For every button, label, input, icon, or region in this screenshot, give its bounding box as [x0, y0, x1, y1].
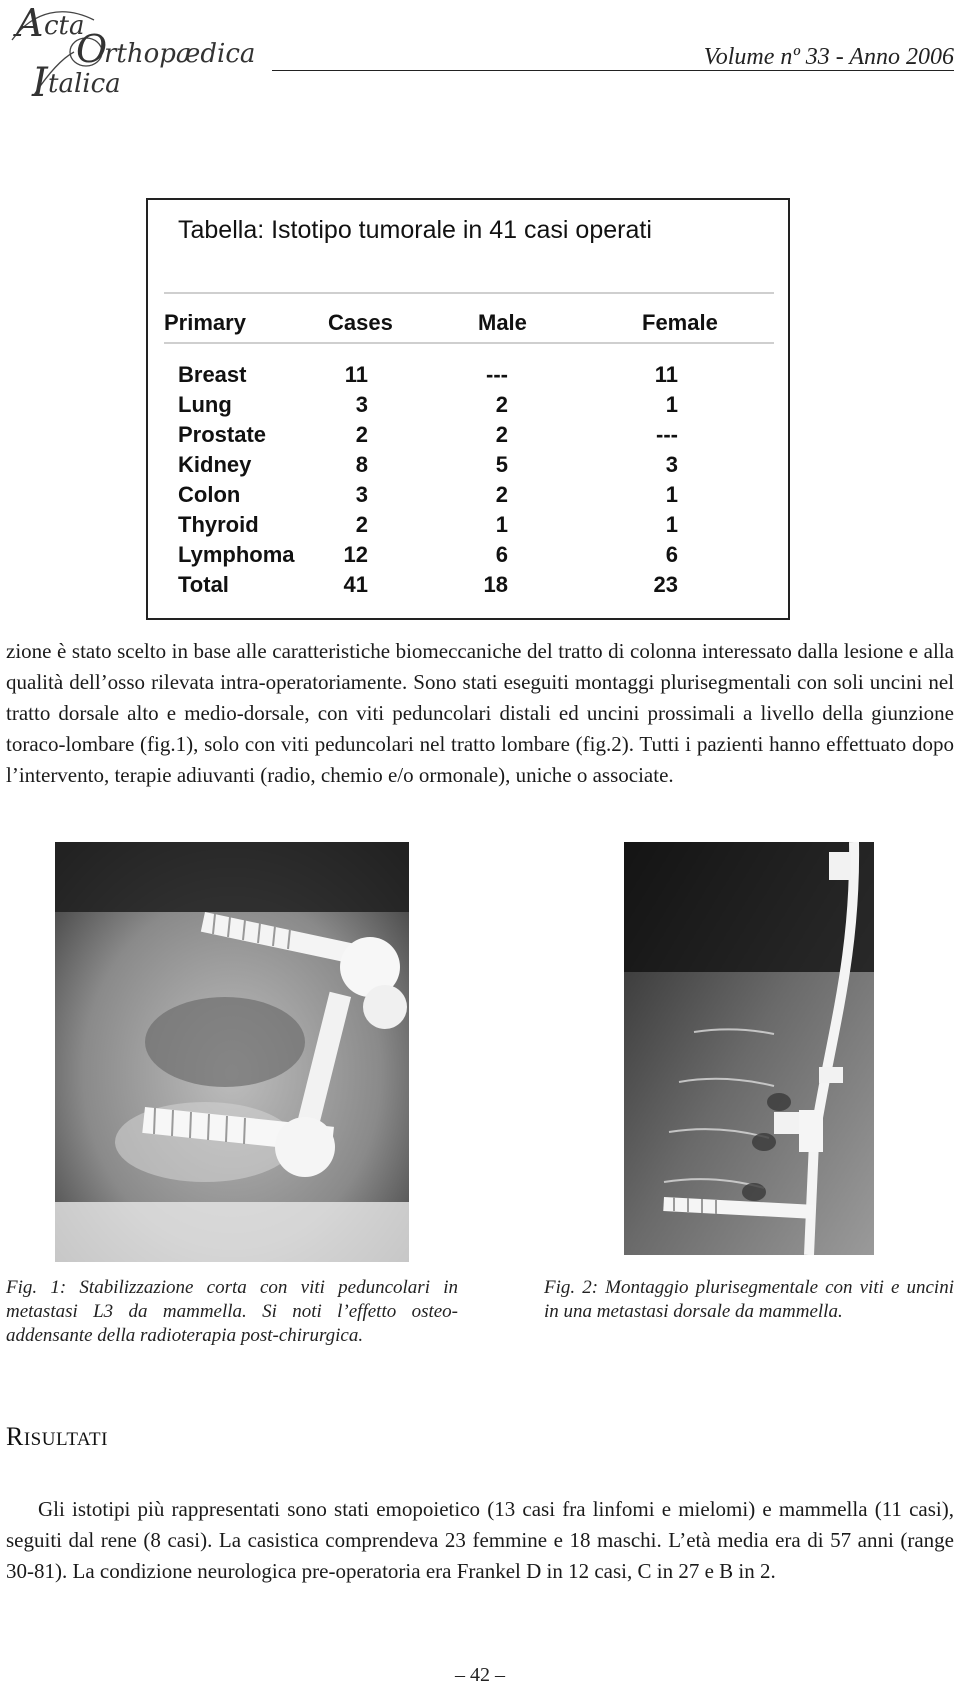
svg-text:I: I: [32, 60, 48, 105]
table-cell-value: 2: [495, 422, 508, 447]
figure-2-caption: Fig. 2: Montaggio plurisegmentale con viti e uncini in una metastasi dorsale da mammella.: [544, 1277, 954, 1322]
paragraph-text: zione è stato scelto in base alle caratteristiche biomeccaniche del tratto di colonna interessato dalla lesione e alla qualità dell’osso rilevata intra-operatoriamente. Sono stati eseguiti montaggi plurisegmentali con soli uncini nel tratto dorsale alto e medio-dorsale, con viti peduncolari distali ed uncini prossimali a livello della giunzione toraco-lombare (fig.1), solo con viti peduncolari nel tratto lombare (fig.2). Tutti i pazienti hanno effettuato dopo l’intervento, terapie adiuvanti (radio, chemio e/o ormonale), uniche o associate.: [6, 639, 954, 787]
table-cell-value: 1: [665, 392, 678, 417]
table-cell-value: 2: [355, 422, 368, 447]
table-cell-value: 5: [495, 452, 508, 477]
table-cell-value: 1: [665, 482, 678, 507]
table-cell-value: 8: [355, 452, 368, 477]
body-paragraph-2: [6, 1494, 954, 1587]
svg-text:O: O: [76, 27, 108, 71]
table-cell-primary: Breast: [178, 362, 247, 387]
table-cell-primary: Colon: [178, 482, 241, 507]
table-rule-header: [164, 342, 774, 344]
svg-text:talica: talica: [48, 69, 121, 99]
table-cell-value: 23: [653, 572, 678, 597]
page-number: – 42 –: [455, 1664, 505, 1686]
table-cell-primary: Lymphoma: [178, 542, 295, 567]
table-cell-value: 2: [355, 512, 368, 537]
results-heading-rest: ISULTATI: [23, 1429, 108, 1450]
figure-1-caption: Fig. 1: Stabilizzazione corta con viti peduncolari in metastasi L3 da mammella. Si noti l’effetto osteo-addensante della radioterapia post-chirurgica.: [6, 1277, 458, 1346]
table-cell-value: 6: [665, 542, 678, 567]
col-header-female: Female: [642, 310, 718, 335]
table-cell-value: 2: [495, 392, 508, 417]
col-header-primary: Primary: [164, 310, 246, 335]
table-cell-primary: Thyroid: [178, 512, 259, 537]
table-cell-value: 41: [343, 572, 368, 597]
figure-1-xray: [55, 842, 409, 1262]
col-header-male: Male: [478, 310, 527, 335]
journal-logo: [4, 0, 264, 105]
table-cell-value: ---: [656, 422, 678, 447]
svg-text:cta: cta: [44, 11, 85, 41]
table-cell-value: 12: [343, 542, 368, 567]
table-cell-value: 11: [654, 362, 678, 387]
table-cell-value: 3: [665, 452, 678, 477]
table-cell-value: 1: [665, 512, 678, 537]
paragraph-text: Gli istotipi più rappresentati sono stati emopoietico (13 casi fra linfomi e mielomi) e mammella (11 casi), seguiti dal rene (8 casi). La casistica comprendeva 23 femmine e 18 maschi. L’età media era di 57 anni (range 30-81). La condizione neurologica pre-operatoria era Frankel D in 12 casi, C in 27 e B in 2.: [6, 1497, 954, 1583]
figure-2-xray: [624, 842, 874, 1255]
table-cell-value: 3: [355, 482, 368, 507]
table-cell-value: 6: [495, 542, 508, 567]
results-heading: [6, 1422, 108, 1452]
svg-text:rthopædica: rthopædica: [104, 39, 256, 69]
table-cell-primary: Prostate: [178, 422, 267, 447]
body-paragraph-1: [6, 636, 954, 791]
table-title: Tabella: Istotipo tumorale in 41 casi operati: [178, 216, 652, 244]
table-rule-top: [164, 292, 774, 294]
tumor-histotype-table: [146, 198, 790, 620]
table-cell-primary: Total: [178, 572, 229, 597]
svg-text:A: A: [16, 1, 44, 45]
col-header-cases: Cases: [328, 310, 393, 335]
table-cell-value: 18: [483, 572, 508, 597]
table-cell-value: 11: [344, 362, 368, 387]
table-cell-value: 3: [355, 392, 368, 417]
table-cell-value: 1: [495, 512, 508, 537]
table-cell-primary: Kidney: [178, 452, 252, 477]
volume-label: Volume nº 33 - Anno 2006: [703, 44, 954, 70]
table-cell-primary: Lung: [178, 392, 232, 417]
table-cell-value: ---: [486, 362, 508, 387]
results-heading-initial: R: [6, 1422, 24, 1451]
table-cell-value: 2: [495, 482, 508, 507]
